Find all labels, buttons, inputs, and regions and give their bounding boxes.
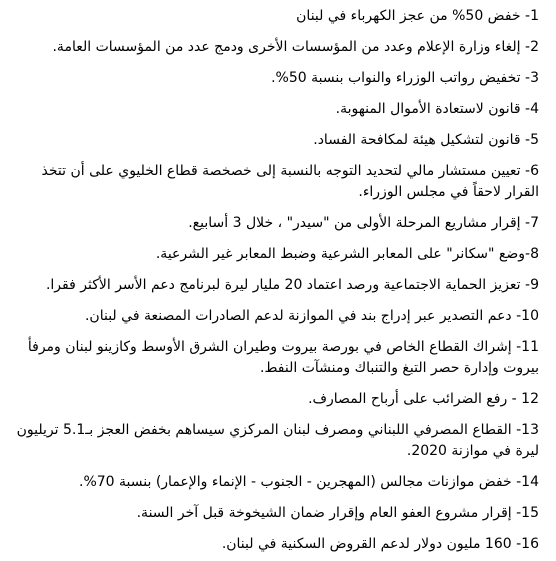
reform-list [16, 6, 539, 555]
list-item: 5- قانون لتشكيل هيئة لمكافحة الفساد. [313, 132, 539, 148]
list-item: 12 - رفع الضرائب على أرباح المصارف. [308, 391, 539, 407]
list-item: 7- إقرار مشاريع المرحلة الأولى من "سيدر" ، خلال 3 أسابيع. [188, 215, 539, 231]
list-item: 16- 160 مليون دولار لدعم القروض السكنية في لبنان. [221, 536, 539, 552]
list-item: 3- تخفيض رواتب الوزراء والنواب بنسبة 50%. [271, 70, 539, 86]
list-item: 15- إقرار مشروع العفو العام وإقرار ضمان الشيخوخة قبل آخر السنة. [136, 505, 539, 521]
list-item: 11- إشراك القطاع الخاص في بورصة بيروت وطيران الشرق الأوسط وكازينو لبنان ومرفأ بيروت وإدارة حصر التبغ والتنباك ومنشآت النفط. [27, 339, 539, 376]
list-item: 2- إلغاء وزارة الإعلام وعدد من المؤسسات الأخرى ودمج عدد من المؤسسات العامة. [52, 39, 539, 55]
list-item: 8-وضع "سكانر" على المعابر الشرعية وضبط المعابر غير الشرعية. [155, 246, 539, 262]
list-item: 4- قانون لاستعادة الأموال المنهوبة. [335, 101, 539, 117]
list-item: 9- تعزيز الحماية الاجتماعية ورصد اعتماد 20 مليار ليرة لبرنامج دعم الأسر الأكثر فقرا. [45, 277, 539, 293]
list-item: 10- دعم التصدير عبر إدراج بند في الموازنة لدعم الصادرات المصنعة في لبنان. [84, 308, 539, 324]
list-item: 6- تعيين مستشار مالي لتحديد التوجه بالنسبة إلى خصخصة قطاع الخليوي على أن تتخذ القرار لاحقاً في مجلس الوزراء. [41, 163, 539, 200]
list-item: 14- خفض موازنات مجالس (المهجرين - الجنوب - الإنماء والإعمار) بنسبة 70%. [79, 474, 539, 490]
list-item: 1- خفض 50% من عجز الكهرباء في لبنان [296, 8, 539, 24]
list-item: 13- القطاع المصرفي اللبناني ومصرف لبنان المركزي سيساهم بخفض العجز بـ5.1 تريليون ليرة في موازنة 2020. [16, 422, 539, 459]
